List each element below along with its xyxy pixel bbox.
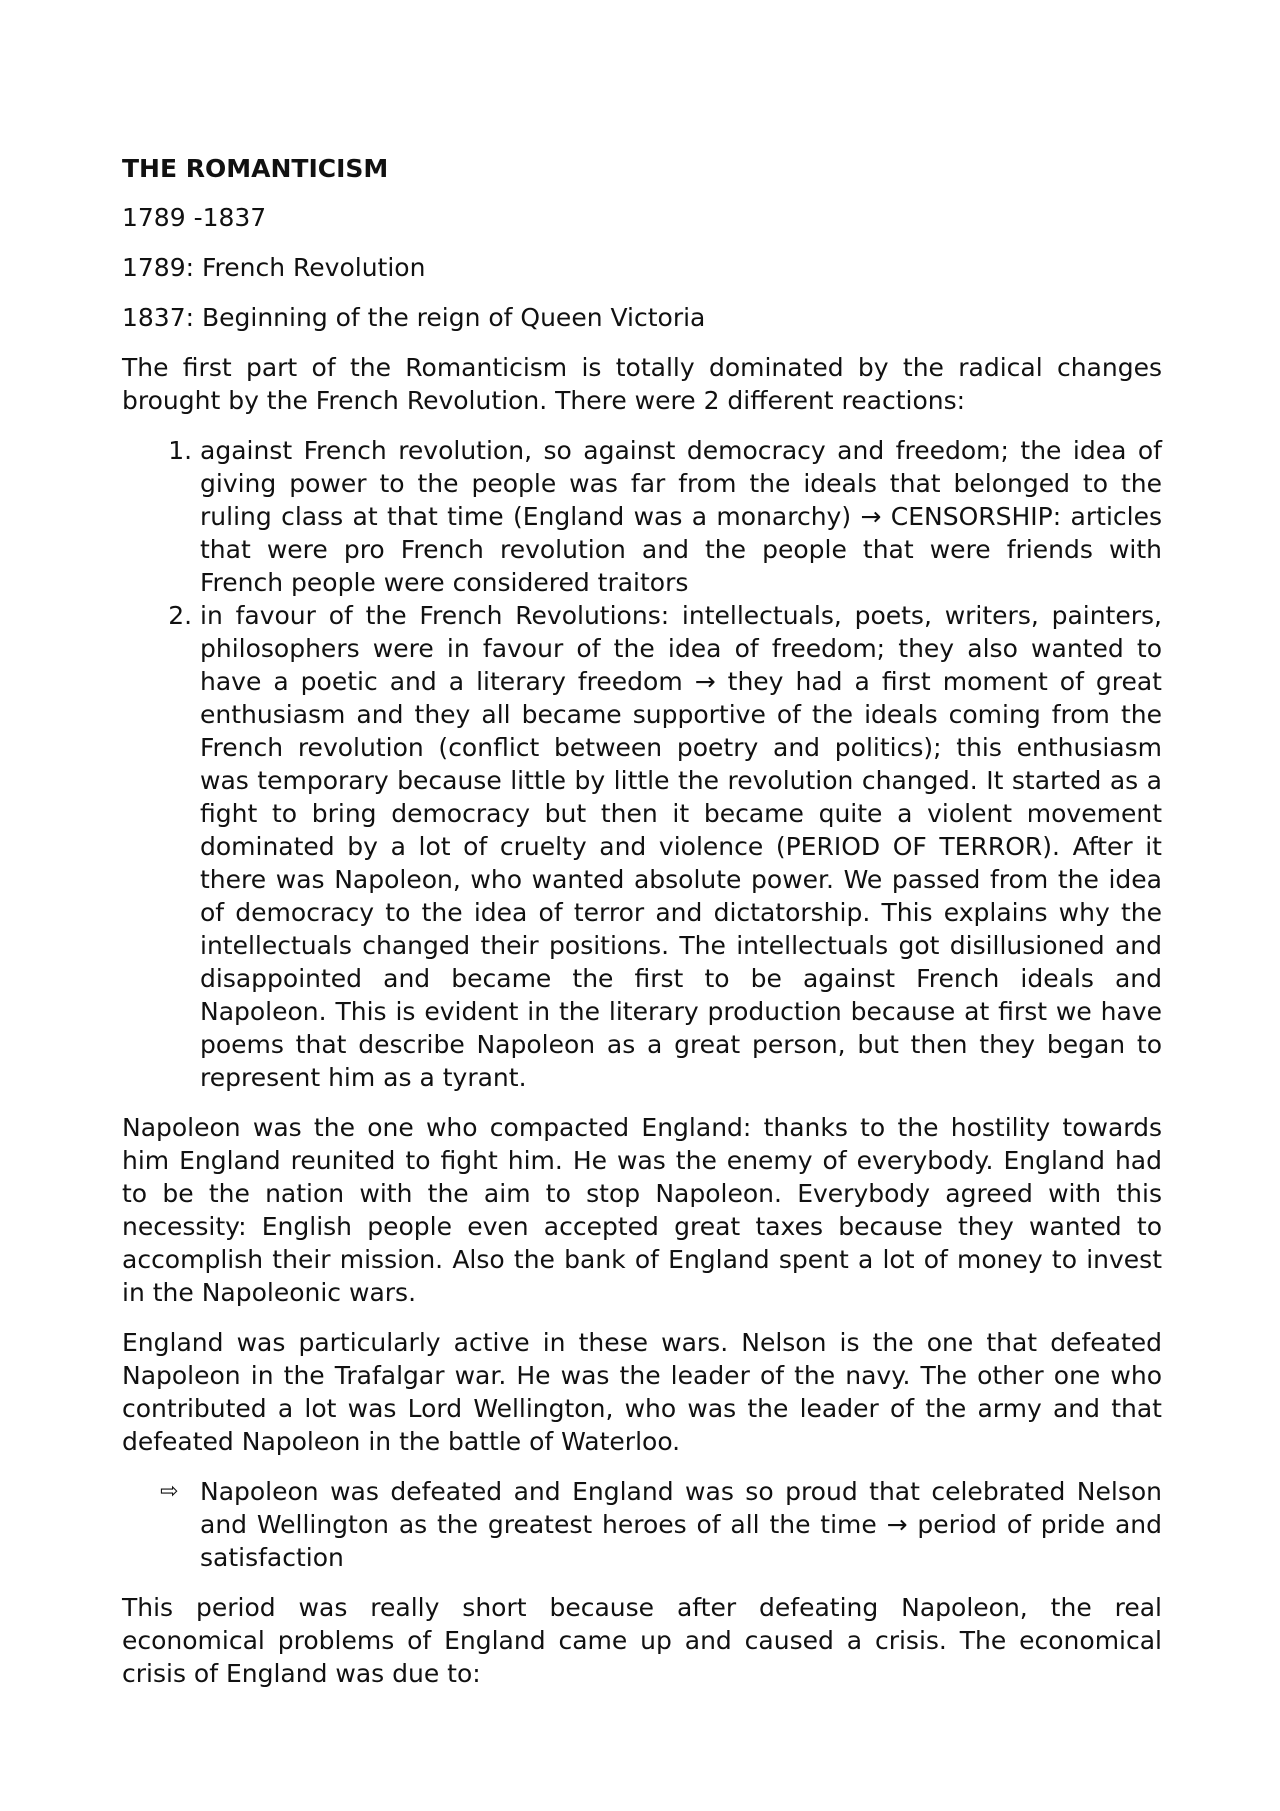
crisis-paragraph: This period was really short because after defeating Napoleon, the real economical problems of England came up and caused a crisis. The economical crisis of England was due to: xyxy=(122,1593,1162,1688)
reactions-list xyxy=(122,434,1162,1094)
intro-paragraph: The first part of the Romanticism is totally dominated by the radical changes brought by the French Revolution. There were 2 different reactions: xyxy=(122,353,1162,415)
document-title: THE ROMANTICISM xyxy=(122,154,389,183)
napoleon-paragraph: Napoleon was the one who compacted England: thanks to the hostility towards him England reunited to fight him. He was the enemy of everybody. England had to be the nation with the aim to stop Napoleon. Everybody agreed with this necessity: English people even accepted great taxes because they wanted to accomplish their mission. Also the bank of England spent a lot of money to invest in the Napoleonic wars. xyxy=(122,1113,1162,1307)
date-range: 1789 -1837 xyxy=(122,203,267,232)
reaction-item-against: 1. against French revolution, so against democracy and freedom; the idea of giving power to the people was far from the ideals that belonged to the ruling class at that time (England was a monarchy) → CENSORSHIP: articles that were pro French revolution and the people that were friends with French people were considered traitors xyxy=(200,434,1162,599)
outlined-right-arrow-icon: ⇨ xyxy=(160,1479,179,1504)
arrow-bullet-text: Napoleon was defeated and England was so proud that celebrated Nelson and Wellington as the greatest heroes of all the time → period of pride and satisfaction xyxy=(200,1477,1162,1572)
wars-paragraph: England was particularly active in these wars. Nelson is the one that defeated Napoleon in the Trafalgar war. He was the leader of the navy. The other one who contributed a lot was Lord Wellington, who was the leader of the army and that defeated Napoleon in the battle of Waterloo. xyxy=(122,1328,1162,1456)
document-page xyxy=(122,152,1162,1707)
reaction-item-in-favour: 2. in favour of the French Revolutions: intellectuals, poets, writers, painters, philosophers were in favour of the idea of freedom; they also wanted to have a poetic and a literary freedom → they had a first moment of great enthusiasm and they all became supportive of the ideals coming from the French revolution (conflict between poetry and politics); this enthusiasm was temporary because little by little the revolution changed. It started as a fight to bring democracy but then it became quite a violent movement dominated by a lot of cruelty and violence (PERIOD OF TERROR). After it there was Napoleon, who wanted absolute power. We passed from the idea of democracy to the idea of terror and dictatorship. This explains why the intellectuals changed their positions. The intellectuals got disillusioned and disappointed and became the first to be against French ideals and Napoleon. This is evident in the literary production because at first we have poems that describe Napoleon as a great person, but then they began to represent him as a tyrant. xyxy=(200,599,1162,1094)
arrow-bullet-item xyxy=(160,1475,1162,1574)
arrow-bullet-list xyxy=(122,1475,1162,1574)
date-1837: 1837: Beginning of the reign of Queen Victoria xyxy=(122,303,706,332)
date-1789: 1789: French Revolution xyxy=(122,253,426,282)
